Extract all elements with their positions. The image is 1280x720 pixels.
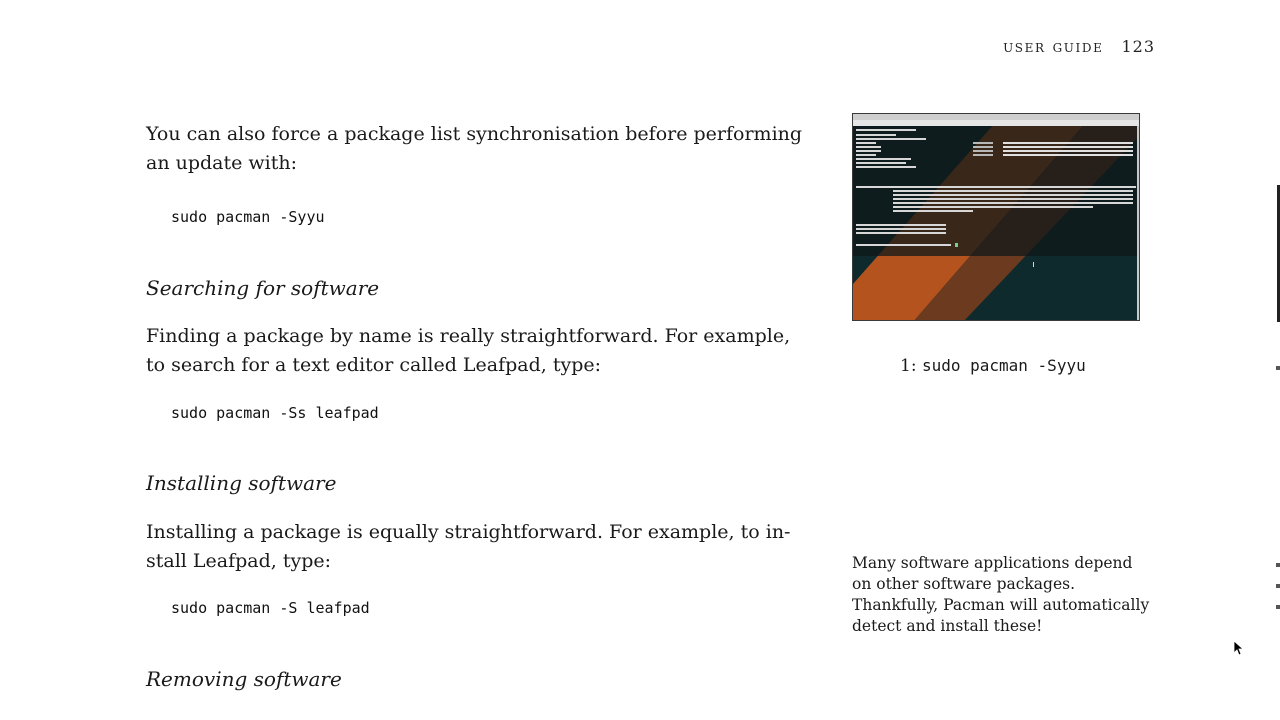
code-install: sudo pacman -S leafpad [171,599,370,617]
heading-removing: Removing software [146,667,342,691]
paragraph-install-line2: stall Leafpad, type: [146,550,332,572]
heading-searching: Searching for software [146,276,380,300]
figure-caption-command: sudo pacman -Syyu [921,356,1086,375]
code-sync: sudo pacman -Syyu [171,208,325,226]
page-number: 123 [1121,37,1155,56]
mouse-pointer-icon [1234,641,1244,655]
adjacent-page-mark [1276,605,1280,609]
adjacent-page-mark [1276,563,1280,567]
adjacent-page-mark [1276,366,1280,370]
running-head [1003,37,1155,57]
heading-installing: Installing software [146,471,337,495]
paragraph-search: Finding a package by name is really straightforward. For example, to search for a text editor called Leafpad, type: [146,325,791,376]
terminal-screenshot-figure [852,113,1140,321]
figure-caption [900,356,1086,376]
code-search: sudo pacman -Ss leafpad [171,404,379,422]
figure-caption-number: 1: [900,356,917,376]
paragraph-install [146,518,806,576]
adjacent-page-mark [1276,584,1280,588]
paragraph-sync: You can also force a package list synchronisation before performing an update with: [146,123,803,174]
running-head-title: user guide [1003,37,1104,57]
paragraph-install-line1: Installing a package is equally straightforward. For example, to in- [146,521,791,543]
terminal-screenshot-image [853,114,1140,321]
sidenote-dependencies: Many software applications depend on other software packages. Thankfully, Pacman will automatically detect and install these! [852,554,1150,635]
